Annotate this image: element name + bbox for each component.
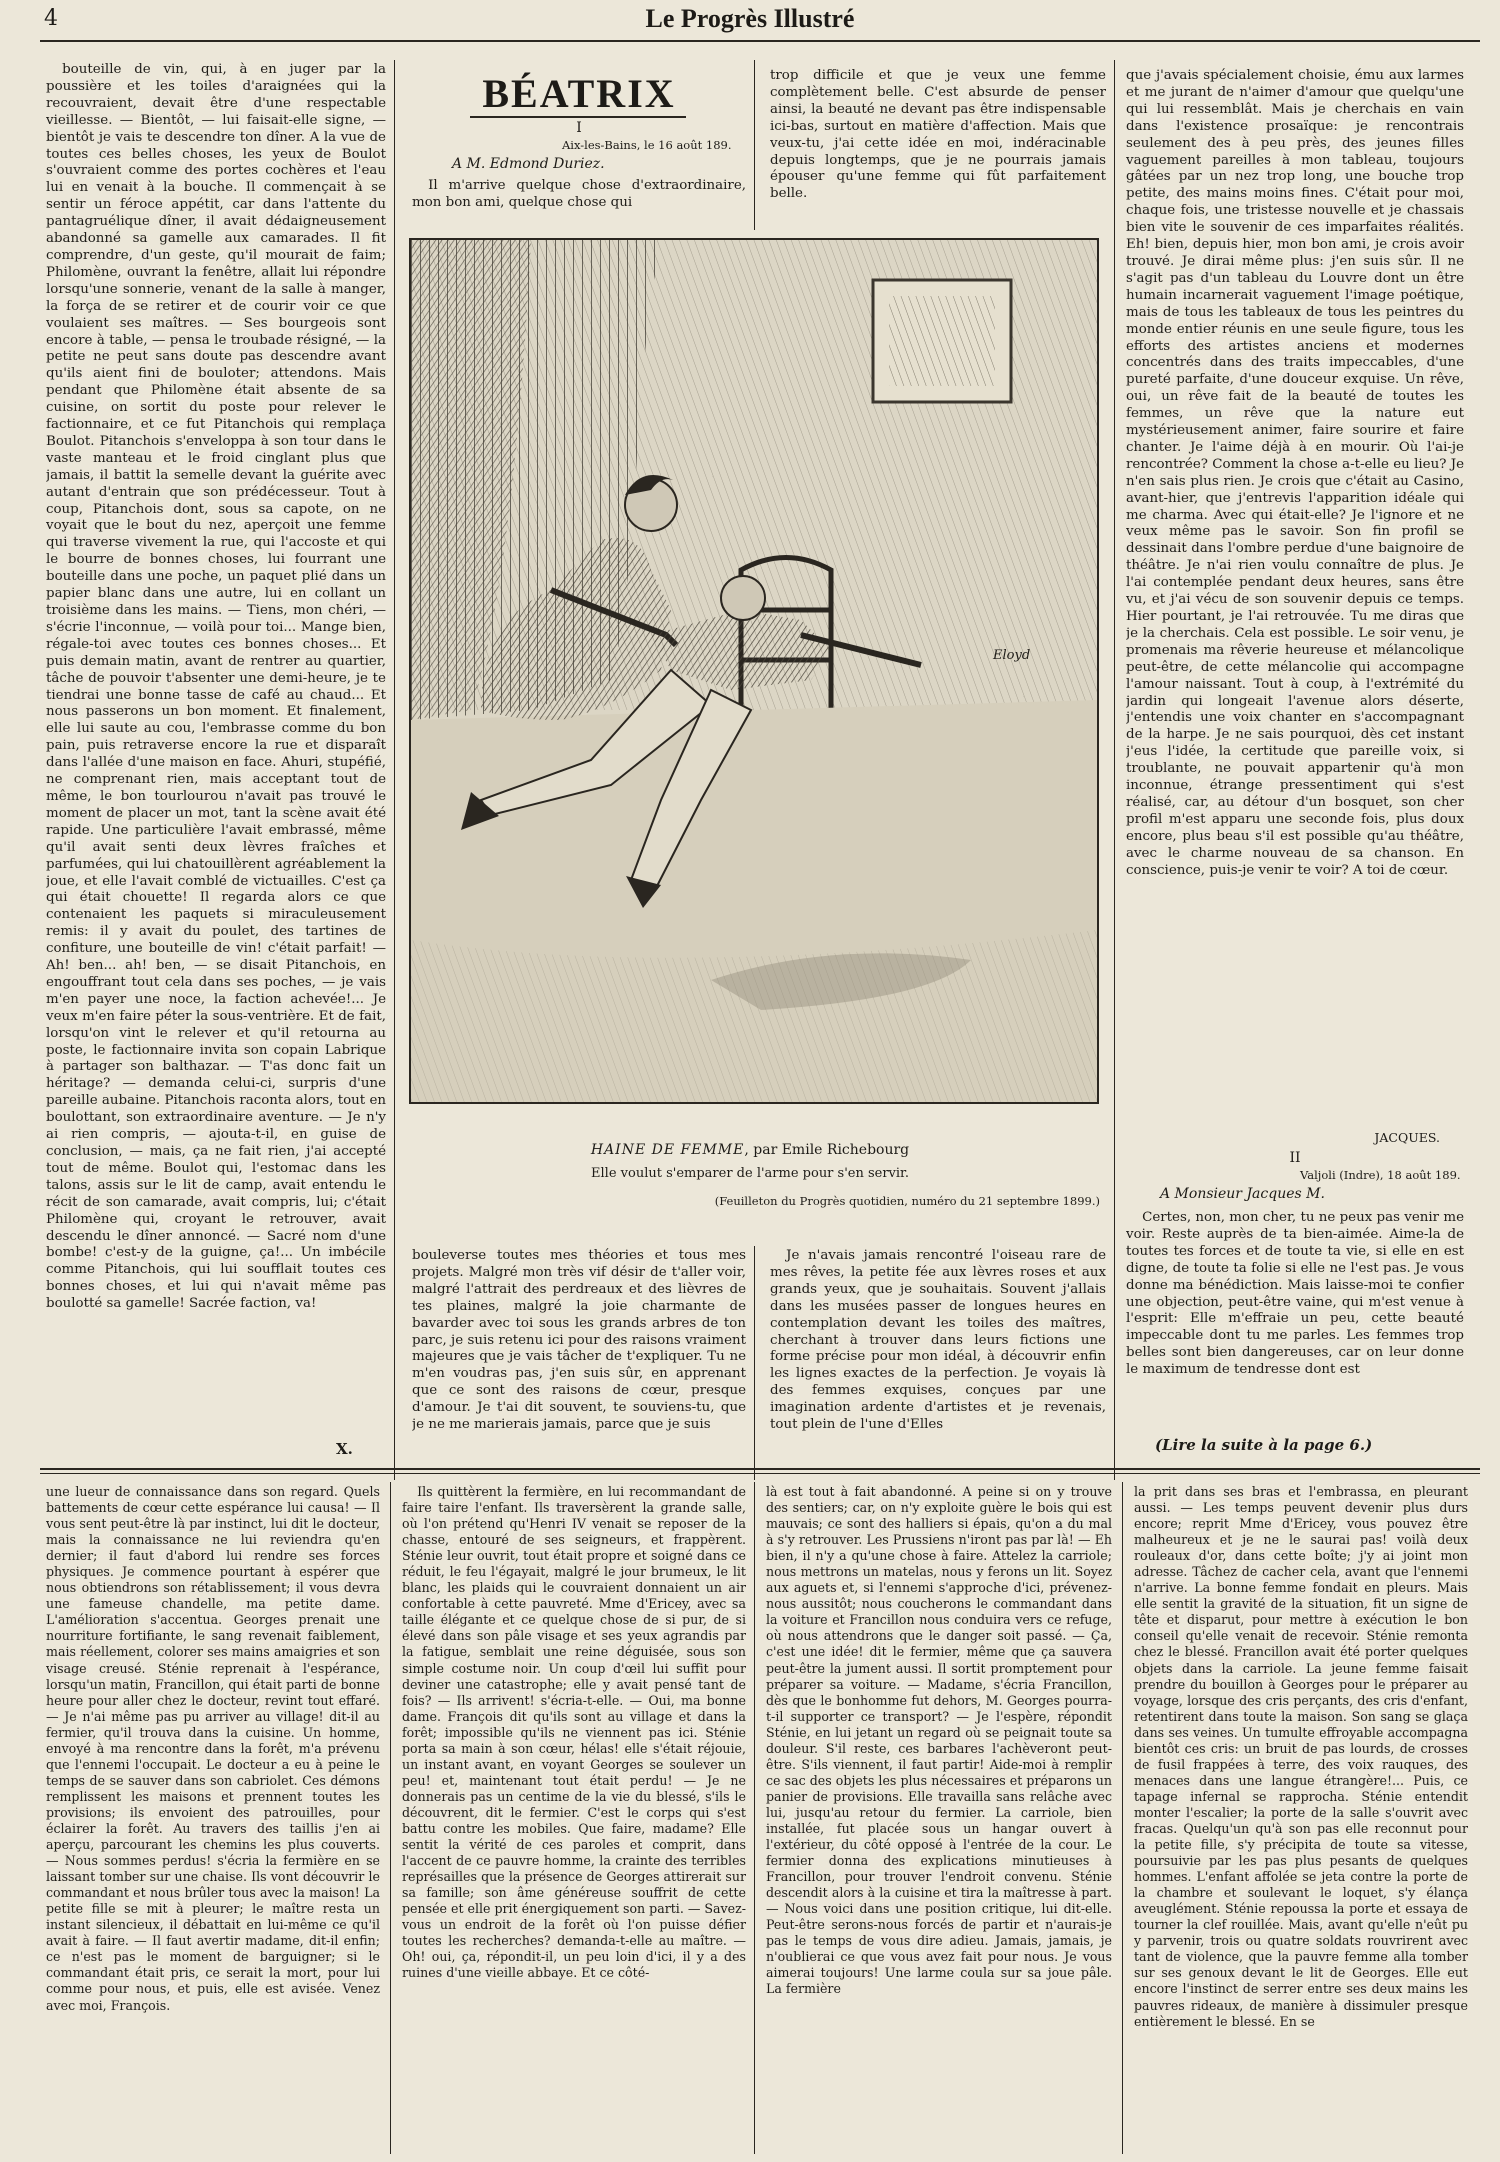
feuilleton-rule: [40, 1473, 1480, 1474]
letter-signature: JACQUES.: [1374, 1130, 1440, 1145]
letter-intro-continued-text: trop difficile et que je veux une femme complètement belle. C'est absurde de penser ainsi, la beauté ne devant pas être indispensable ici-bas, surtout en matière d'affection. Mais que veux-tu, j'ai cette idée en moi, indéracinable depuis longtemps, que je ne pourrais jamais épouser qu'une femme qui fût parfaitement belle.: [770, 68, 1106, 202]
story-title: BÉATRIX: [482, 71, 676, 116]
engraving-illustration: [409, 238, 1099, 1104]
chapter-one-numeral: I: [576, 120, 582, 136]
feuilleton-column-2: [402, 1484, 746, 2154]
header-rule: [40, 40, 1480, 42]
reply-letter-text: Certes, non, mon cher, tu ne peux pas venir me voir. Reste auprès de ta bien-aimée. Aime-la de toutes tes forces et de toute ta vie, si elle en est digne, de toute ta folie si elle ne l'est pas. Je vous donne ma bénédiction. Mais laisse-moi te confier une objection, peut-être vaine, qui m'est venue à l'esprit: Elle m'effraie un peu, cette beauté impeccable dont tu me parles. Les femmes trop belles sont bien dangereuses, car on leur donne le maximum de tendresse dont est: [1126, 1210, 1464, 1378]
column-divider: [1122, 1482, 1123, 2154]
illustration-caption-title: HAINE DE FEMME, par Emile Richebourg: [590, 1142, 910, 1158]
letter-column-four: [1126, 68, 1464, 1128]
letter-intro: [412, 178, 746, 228]
continued-on-page-link[interactable]: (Lire la suite à la page 6.): [1155, 1436, 1373, 1454]
newspaper-title: Le Progrès Illustré: [645, 4, 855, 33]
letter-intro-continued: [770, 68, 1106, 230]
dateline-one: Aix-les-Bains, le 16 août 189.: [562, 138, 732, 152]
letter-column-left-text: bouleverse toutes mes théories et tous mes projets. Malgré mon très vif désir de t'aller voir, malgré l'attrait des perdreaux et des lièvres de tes plaines, malgré la joie charmante de bavarder avec toi sous les grands arbres de ton parc, je suis retenu ici pour des raisons vraiment majeures que je vais tâcher de t'expliquer. Tu ne m'en voudras pas, j'en suis sûr, en apprenant que ce sont des raisons de cœur, presque d'amour. Je t'ai dit souvent, te souviens-tu, que je ne me marierais jamais, parce que je suis: [412, 1248, 746, 1433]
title-underline: [470, 116, 686, 118]
caption-author: par Emile Richebourg: [753, 1142, 910, 1158]
serial-story-column: [46, 62, 386, 1428]
serial-story-text: bouteille de vin, qui, à en juger par la poussière et les toiles d'araignées qui la recouvraient, devait être d'une respectable vieillesse. — Bientôt, — lui faisait-elle signe, — bientôt je vais te descendre ton dîner. A la vue de toutes ces belles choses, les yeux de Boulot s'ouvraient comme des portes cochères et l'eau lui en venait à la bouche. Il commençait à se sentir un féroce appétit, car dans l'attente du pantagruélique dîner, il avait dédaigneusement abandonné sa gamelle aux camarades. Il fit comprendre, d'un geste, qu'il mourait de faim; Philomène, ouvrant la fenêtre, allait lui répondre lorsqu'une sonnerie, venant de la salle à manger, la força de se retirer et de courir voir ce que voulaient ses maîtres. — Ses bourgeois sont encore à table, — pensa le troubade résigné, — la petite ne peut sans doute pas descendre avant qu'ils aient fini de bouloter; attendons. Mais pendant que Philomène était absente de sa cuisine, on sortit du poste pour relever le factionnaire, et ce fut Pitanchois qui remplaça Boulot. Pitanchois s'enveloppa à son tour dans le vaste manteau et le froid cinglant plus que jamais, il battit la semelle devant la guérite avec autant d'entrain que son prédécesseur. Tout à coup, Pitanchois dont, sous sa capote, on ne voyait que le bout du nez, aperçoit une femme qui traverse vivement la rue, qui l'accoste et qui le bourre de bonnes choses, lui fourrant une bouteille dans une poche, un paquet plié dans un papier blanc dans une autre, lui en collant un troisième dans les mains. — Tiens, mon chéri, — s'écrie l'inconnue, — voilà pour toi... Mange bien, régale-toi avec toutes ces bonnes choses... Et puis demain matin, avant de rentrer au quartier, tâche de pouvoir t'absenter une demi-heure, je te tiendrai une bonne tasse de café au chaud... Et nous passerons un bon moment. Et finalement, elle lui saute au cou, l'embrasse comme du bon pain, puis retraverse encore la rue et disparaît dans l'allée d'une maison en face. Ahuri, stupéfié, ne comprenant rien, mais acceptant tout de même, le bon tourlourou n'avait pas trouvé le moment de placer un mot, tant la scène avait été rapide. Une particulière l'avait embrassé, même qu'il avait senti deux lèvres fraîches et parfumées, qui lui chatouillèrent agréablement la joue, et elle l'avait comblé de victuailles. C'est ça qui était chouette! Il regarda alors ce que contenaient les paquets si miraculeusement remis: il y avait du poulet, des tartines de confiture, une bouteille de vin! c'était parfait! — Ah! ben... ah! ben, — se disait Pitanchois, en engouffrant tout cela dans ses poches, — je vais m'en payer une noce, la faction achevée!... Je veux m'en faire péter la sous-ventrière. Et de fait, lorsqu'on vint le relever et qu'il retourna au poste, le factionnaire invita son copain Labrique à partager son balthazar. — T'as donc fait un héritage? — demanda celui-ci, surpris d'une pareille aubaine. Pitanchois raconta alors, tout en boulottant, son extraordinaire aventure. — Je n'y ai rien compris, — ajouta-t-il, en guise de conclusion, — mais, ça ne fait rien, j'ai accepté tout de même. Boulot qui, l'estomac dans les talons, assis sur le lit de camp, avait entendu le récit de son camarade, avait compris, lui; c'était Philomène qui, croyant le retrouver, avait descendu le dîner annoncé. — Sacré nom d'une bombe! c'est-y de la guigne, ça!... Un imbécile comme Pitanchois, qui lui soufflait toutes ces bonnes choses, et lui qui n'avait même pas boulotté sa gamelle! Sacrée faction, va!: [46, 62, 386, 1312]
serial-story-signature: X.: [336, 1440, 353, 1458]
column-divider: [754, 60, 755, 230]
column-divider: [754, 1482, 755, 2154]
feuilleton-column-4: [1134, 1484, 1468, 2154]
dedication-one: A M. Edmond Duriez.: [452, 156, 605, 172]
caption-title: HAINE DE FEMME: [590, 1142, 745, 1158]
column-divider: [394, 60, 395, 1480]
feuilleton-column-3-text: là est tout à fait abandonné. A peine si on y trouve des sentiers; car, on n'y exploite guère le bois qui est mauvais; ce sont des halliers si épais, qu'on a du mal à s'y retrouver. Les Prussiens n'iront pas par là! — Eh bien, il n'y a qu'une chose à faire. Attelez la carriole; nous mettrons un matelas, nous y ferons un lit. Soyez aux aguets et, si l'ennemi s'approche d'ici, prévenez-nous aussitôt; nous coucherons le commandant dans la voiture et Francillon nous conduira vers ce refuge, où nous attendrons que le danger soit passé. — Ça, c'est une idée! dit le fermier, même que ça sauvera peut-être la jument aussi. Il sortit promptement pour préparer sa voiture. — Madame, s'écria Francillon, dès que le bonhomme fut dehors, M. Georges pourra-t-il supporter ce transport? — Je l'espère, répondit Sténie, en lui jetant un regard où se peignait toute sa douleur. S'il reste, ces barbares l'achèveront peut-être. S'ils viennent, il faut partir! Aide-moi à remplir ce sac des objets les plus nécessaires et préparons un panier de provisions. Elle travailla sans relâche avec lui, jusqu'au retour du fermier. La carriole, bien installée, fut placée sous un hangar ouvert à l'extérieur, du côté opposé à l'entrée de la cour. Le fermier donna des explications minutieuses à Francillon, pour trouver l'endroit convenu. Sténie descendit alors à la cuisine et tira la maîtresse à part. — Nous voici dans une position critique, lui dit-elle. Peut-être serons-nous forcés de partir et n'aurais-je pas le temps de vous dire adieu. Jamais, jamais, je n'oublierai ce que vous avez fait pour nous. Je vous aimerai toujours! Une larme coula sur sa joue pâle. La fermière: [766, 1484, 1112, 1997]
page-number: 4: [44, 6, 58, 31]
feuilleton-column-1: [46, 1484, 380, 2154]
chapter-two-numeral: II: [1289, 1150, 1301, 1166]
illustration-caption: Elle voulut s'emparer de l'arme pour s'en servir.: [591, 1166, 909, 1181]
feuilleton-rule: [40, 1468, 1480, 1470]
column-divider: [390, 1482, 391, 2154]
letter-intro-text: Il m'arrive quelque chose d'extraordinaire, mon bon ami, quelque chose qui: [412, 178, 746, 210]
illustration-source: (Feuilleton du Progrès quotidien, numéro du 21 septembre 1899.): [714, 1194, 1100, 1208]
letter-column-left: [412, 1248, 746, 1434]
dateline-two: Valjoli (Indre), 18 août 189.: [1300, 1168, 1461, 1182]
engraving-drawing: [411, 240, 1097, 1102]
artist-signature: Eloyd: [993, 648, 1031, 663]
column-divider: [754, 1246, 755, 1480]
dedication-two: A Monsieur Jacques M.: [1160, 1186, 1325, 1202]
letter-column-right: [770, 1248, 1106, 1434]
feuilleton-column-1-text: une lueur de connaissance dans son regard. Quels battements de cœur cette espérance lui causa! — Il vous sent peut-être là par instinct, lui dit le docteur, mais la connaissance ne lui reviendra qu'en dernier; il faut d'abord lui rendre ses forces physiques. Je commence pourtant à espérer que nous obtiendrons son rétablissement; il vous devra une fameuse chandelle, ma petite dame. L'amélioration s'accentua. Georges prenait une nourriture fortifiante, le sang revenait faiblement, mais réellement, colorer ses mains amaigries et son visage creusé. Sténie reprenait à l'espérance, lorsqu'un matin, Francillon, qui était parti de bonne heure pour aller chez le docteur, revint tout effaré. — Je n'ai même pas pu arriver au village! dit-il au fermier, qu'il trouva dans la cuisine. Un homme, envoyé à ma rencontre dans la forêt, m'a prévenu que l'ennemi l'occupait. Le docteur a eu à peine le temps de se sauver dans son cabriolet. Ces démons remplissent les maisons et prennent toutes les provisions; ils envoient des patrouilles, pour éclairer la forêt. Au travers des taillis j'en ai aperçu, parcourant les chemins les plus couverts. — Nous sommes perdus! s'écria la fermière en se laissant tomber sur une chaise. Ils vont découvrir le commandant et nous brûler tous avec la maison! La petite fille se mit à pleurer; le maître resta un instant silencieux, il débattait en lui-même ce qu'il avait à faire. — Il faut avertir madame, dit-il enfin; ce n'est pas le moment de barguigner; si le commandant était pris, ce serait la mort, pour lui comme pour nous, et puis, elle est avisée. Venez avec moi, François.: [46, 1484, 380, 2013]
letter-column-four-text: que j'avais spécialement choisie, ému aux larmes et me jurant de n'aimer d'amour que quelqu'une qui lui ressemblât. Mais je cherchais en vain dans l'existence prosaïque: je rencontrais seulement des à peu près, des jeunes filles vaguement pareilles à mon tableau, toujours gâtées par un nez trop long, une bouche trop petite, des mains moins fines. C'était pour moi, chaque fois, une tristesse nouvelle et je chassais bien vite le souvenir de ces imparfaites réalités. Eh! bien, depuis hier, mon bon ami, je crois avoir trouvé. Je dirai même plus: j'en suis sûr. Il ne s'agit pas d'un tableau du Louvre dont un être humain incarnerait vaguement l'image poétique, mais de tous les tableaux de tous les peintres du monde entier réunis en une seule figure, tous les efforts des artistes anciens et modernes concentrés dans des traits impeccables, d'une pureté parfaite, d'une douceur exquise. Un rêve, oui, un rêve fait de la beauté de toutes les femmes, un rêve que la nature eut mystérieusement animer, faire sourire et faire chanter. Je l'aime déjà à en mourir. Où l'ai-je rencontrée? Comment la chose a-t-elle eu lieu? Je n'en sais plus rien. Je crois que c'était au Casino, avant-hier, que j'entrevis l'apparition idéale qui me charma. Avec qui était-elle? Je l'ignore et ne veux même pas le savoir. Son fin profil se dessinait dans l'ombre perdue d'une baignoire de théâtre. Je n'ai rien voulu connaître de plus. Je l'ai contemplée pendant deux heures, sans être vu, et j'ai vécu de son souvenir depuis ce temps. Hier pourtant, je l'ai retrouvée. Tu me diras que je la cherchais. Cela est possible. Le soir venu, je promenais ma rêverie heureuse et mélancolique peut-être, de cette mélancolie qui accompagne l'amour naissant. Tout à coup, à l'extrémité du jardin qui longeait l'avenue alors déserte, j'entendis une voix chanter en s'accompagnant de la harpe. Je ne sais pourquoi, dès cet instant j'eus l'idée, la certitude que pareille voix, si troublante, ne pouvait appartenir qu'à mon inconnue, étrange pressentiment qui s'est réalisé, car, au détour d'un bosquet, son cher profil m'est apparu une seconde fois, plus doux encore, plus beau s'il est possible qu'au théâtre, avec le charme nouveau de sa chanson. En conscience, puis-je venir te voir? A toi de cœur.: [1126, 68, 1464, 878]
reply-letter: [1126, 1210, 1464, 1430]
column-divider: [1114, 60, 1115, 1480]
feuilleton-column-4-text: la prit dans ses bras et l'embrassa, en pleurant aussi. — Les temps peuvent devenir plus durs encore; reprit Mme d'Ericey, vous pouvez être malheureux et je ne le saurai pas! voilà deux rouleaux d'or, dans cette boîte; j'y ai joint mon adresse. Tâchez de cacher cela, avant que l'ennemi n'arrive. La bonne femme fondait en pleurs. Mais elle sentit la gravité de la situation, fit un signe de tête et disparut, pour mettre à exécution le bon conseil qu'elle venait de recevoir. Sténie remonta chez le blessé. Francillon avait été porter quelques objets dans la carriole. La jeune femme faisait prendre du bouillon à Georges pour le préparer au voyage, lorsque des cris perçants, des cris d'enfant, retentirent dans toute la maison. Son sang se glaça dans ses veines. Un tumulte effroyable accompagna bientôt ces cris: un bruit de pas lourds, de crosses de fusil frappées à terre, des voix rauques, des menaces dans une langue étrangère!... Puis, ce tapage infernal se rapprocha. Sténie entendit monter l'escalier; la porte de la salle s'ouvrit avec fracas. Quelqu'un qu'à son pas elle reconnut pour la petite fille, s'y précipita de toute sa vitesse, poursuivie par les pas plus pesants de quelques hommes. L'enfant affolée se jeta contre la porte de la chambre et soulevant le loquet, s'y élança aveuglément. Sténie repoussa la porte et essaya de tourner la clef rouillée. Mais, avant qu'elle n'eût pu y parvenir, trois ou quatre soldats rouvrirent avec tant de violence, que la pauvre femme alla tomber sur ses genoux devant le lit de Georges. Elle eut encore l'instinct de serrer entre ses deux mains les pauvres rideaux, de manière à dissimuler presque entièrement le blessé. En se: [1134, 1484, 1468, 2029]
feuilleton-column-2-text: Ils quittèrent la fermière, en lui recommandant de faire taire l'enfant. Ils traversèrent la grande salle, où l'on prétend qu'Henri IV venait se reposer de la chasse, entouré de ses seigneurs, et frappèrent. Sténie leur ouvrit, tout était propre et soigné dans ce réduit, le feu l'égayait, malgré le jour brumeux, le lit blanc, les plaids qui le couvraient donnaient un air confortable à cette pauvreté. Mme d'Ericey, avec sa taille élégante et ce quelque chose de si pur, de si élevé dans son pâle visage et ses yeux agrandis par la fatigue, semblait une reine déguisée, sous son simple costume noir. Un coup d'œil lui suffit pour deviner une catastrophe; elle y avait pensé tant de fois? — Ils arrivent! s'écria-t-elle. — Oui, ma bonne dame. François dit qu'ils sont au village et dans la forêt; impossible qu'ils ne viennent pas ici. Sténie porta sa main à son cœur, hélas! elle s'était réjouie, un instant avant, en voyant Georges se soulever un peu! et, maintenant tout était perdu! — Je ne donnerais pas un centime de la vie du blessé, s'ils le découvrent, dit le fermier. C'est le corps qui s'est battu contre les mobiles. Que faire, madame? Elle sentit la vérité de ces paroles et comprit, dans l'accent de ce pauvre homme, la crainte des terribles représailles que la présence de Georges attirerait sur sa famille; son âme généreuse souffrit de cette pensée et elle prit énergiquement son parti. — Savez-vous un endroit de la forêt où l'on puisse défier toutes les recherches? demanda-t-elle au maître. — Oh! oui, ça, répondit-il, un peu loin d'ici, il y a des ruines d'une vieille abbaye. Et ce côté-: [402, 1484, 746, 1981]
letter-column-right-text: Je n'avais jamais rencontré l'oiseau rare de mes rêves, la petite fée aux lèvres roses et aux grands yeux, que je souhaitais. Souvent j'allais dans les musées passer de longues heures en contemplation devant les toiles des maîtres, cherchant à trouver dans leurs fictions une forme précise pour mon idéal, à découvrir enfin les lignes exactes de la perfection. Je voyais là des femmes exquises, conçues par une imagination ardente d'artistes et je revenais, tout plein de l'une d'Elles: [770, 1248, 1106, 1433]
feuilleton-column-3: [766, 1484, 1112, 2154]
